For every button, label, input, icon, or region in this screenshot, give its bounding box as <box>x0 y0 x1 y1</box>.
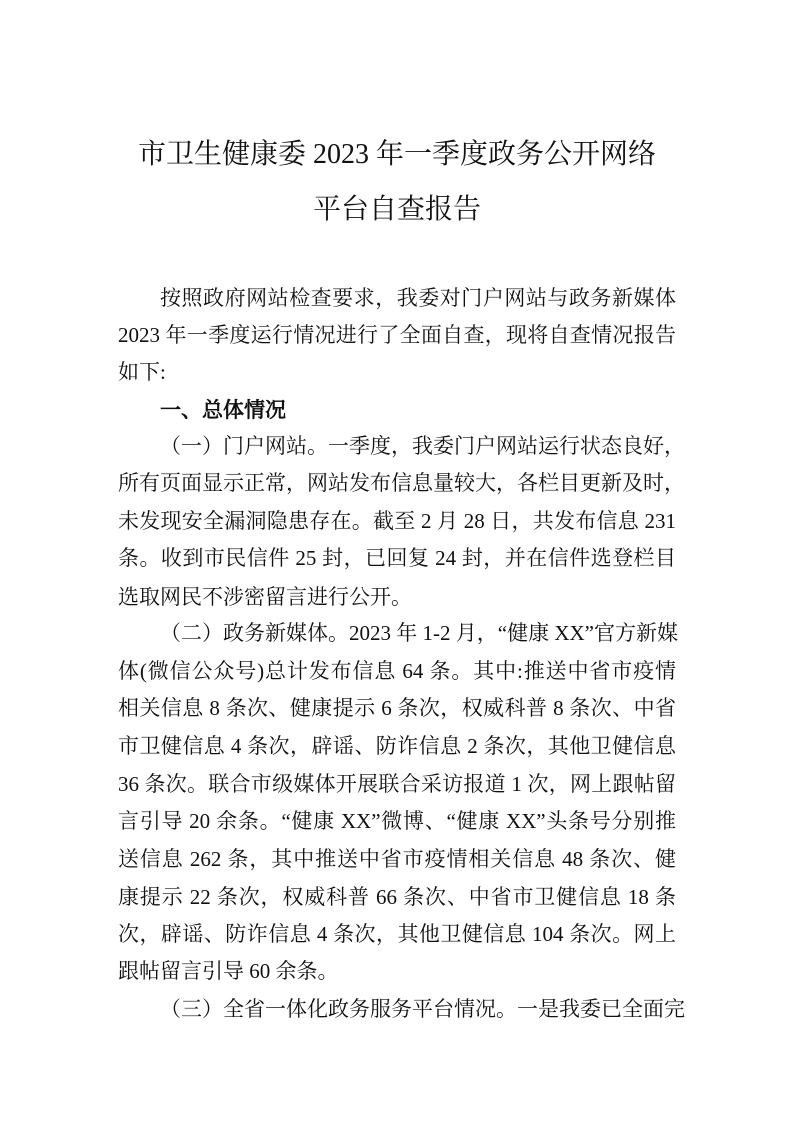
paragraph-line: 市卫健信息 4 条次，辟谣、防诈信息 2 条次，其他卫健信息 <box>118 734 676 758</box>
paragraph-line: （二）政务新媒体。2023 年 1-2 月，“健康 XX”官方新媒 <box>160 621 678 645</box>
intro-line: 按照政府网站检查要求，我委对门户网站与政务新媒体 <box>160 286 676 310</box>
paragraph-line: 送信息 262 条，其中推送中省市疫情相关信息 48 条次、健 <box>118 847 676 871</box>
paragraph-line: （一）门户网站。一季度，我委门户网站运行状态良好， <box>160 434 685 458</box>
paragraph-line: 次，辟谣、防诈信息 4 条次，其他卫健信息 104 条次。网上 <box>118 922 676 946</box>
paragraph-line: 言引导 20 余条。“健康 XX”微博、“健康 XX”头条号分别推 <box>118 809 676 833</box>
document-title-line-2: 平台自查报告 <box>312 194 481 225</box>
paragraph-line: 康提示 22 条次，权威科普 66 条次、中省市卫健信息 18 条 <box>118 885 676 909</box>
paragraph-line: 未发现安全漏洞隐患存在。截至 2 月 28 日，共发布信息 231 <box>118 509 676 533</box>
paragraph-line: 跟帖留言引导 60 余条。 <box>118 959 339 983</box>
paragraph-line: 条。收到市民信件 25 封，已回复 24 封，并在信件选登栏目 <box>118 546 676 570</box>
paragraph-line: 36 条次。联合市级媒体开展联合采访报道 1 次，网上跟帖留 <box>118 772 676 796</box>
paragraph-line: （三）全省一体化政务服务平台情况。一是我委已全面完 <box>160 997 685 1021</box>
paragraph-line: 所有页面显示正常，网站发布信息量较大，各栏目更新及时， <box>118 471 685 495</box>
paragraph-line: 选取网民不涉密留言进行公开。 <box>118 585 412 609</box>
section-heading: 一、总体情况 <box>160 398 286 422</box>
document-title-line-1: 市卫生健康委 2023 年一季度政务公开网络 <box>137 139 656 170</box>
paragraph-line: 体(微信公众号)总计发布信息 64 条。其中:推送中省市疫情 <box>118 659 676 683</box>
paragraph-line: 相关信息 8 条次、健康提示 6 条次，权威科普 8 条次、中省 <box>118 696 676 720</box>
intro-line: 2023 年一季度运行情况进行了全面自查，现将自查情况报告 <box>118 323 676 347</box>
intro-line: 如下: <box>118 360 166 384</box>
